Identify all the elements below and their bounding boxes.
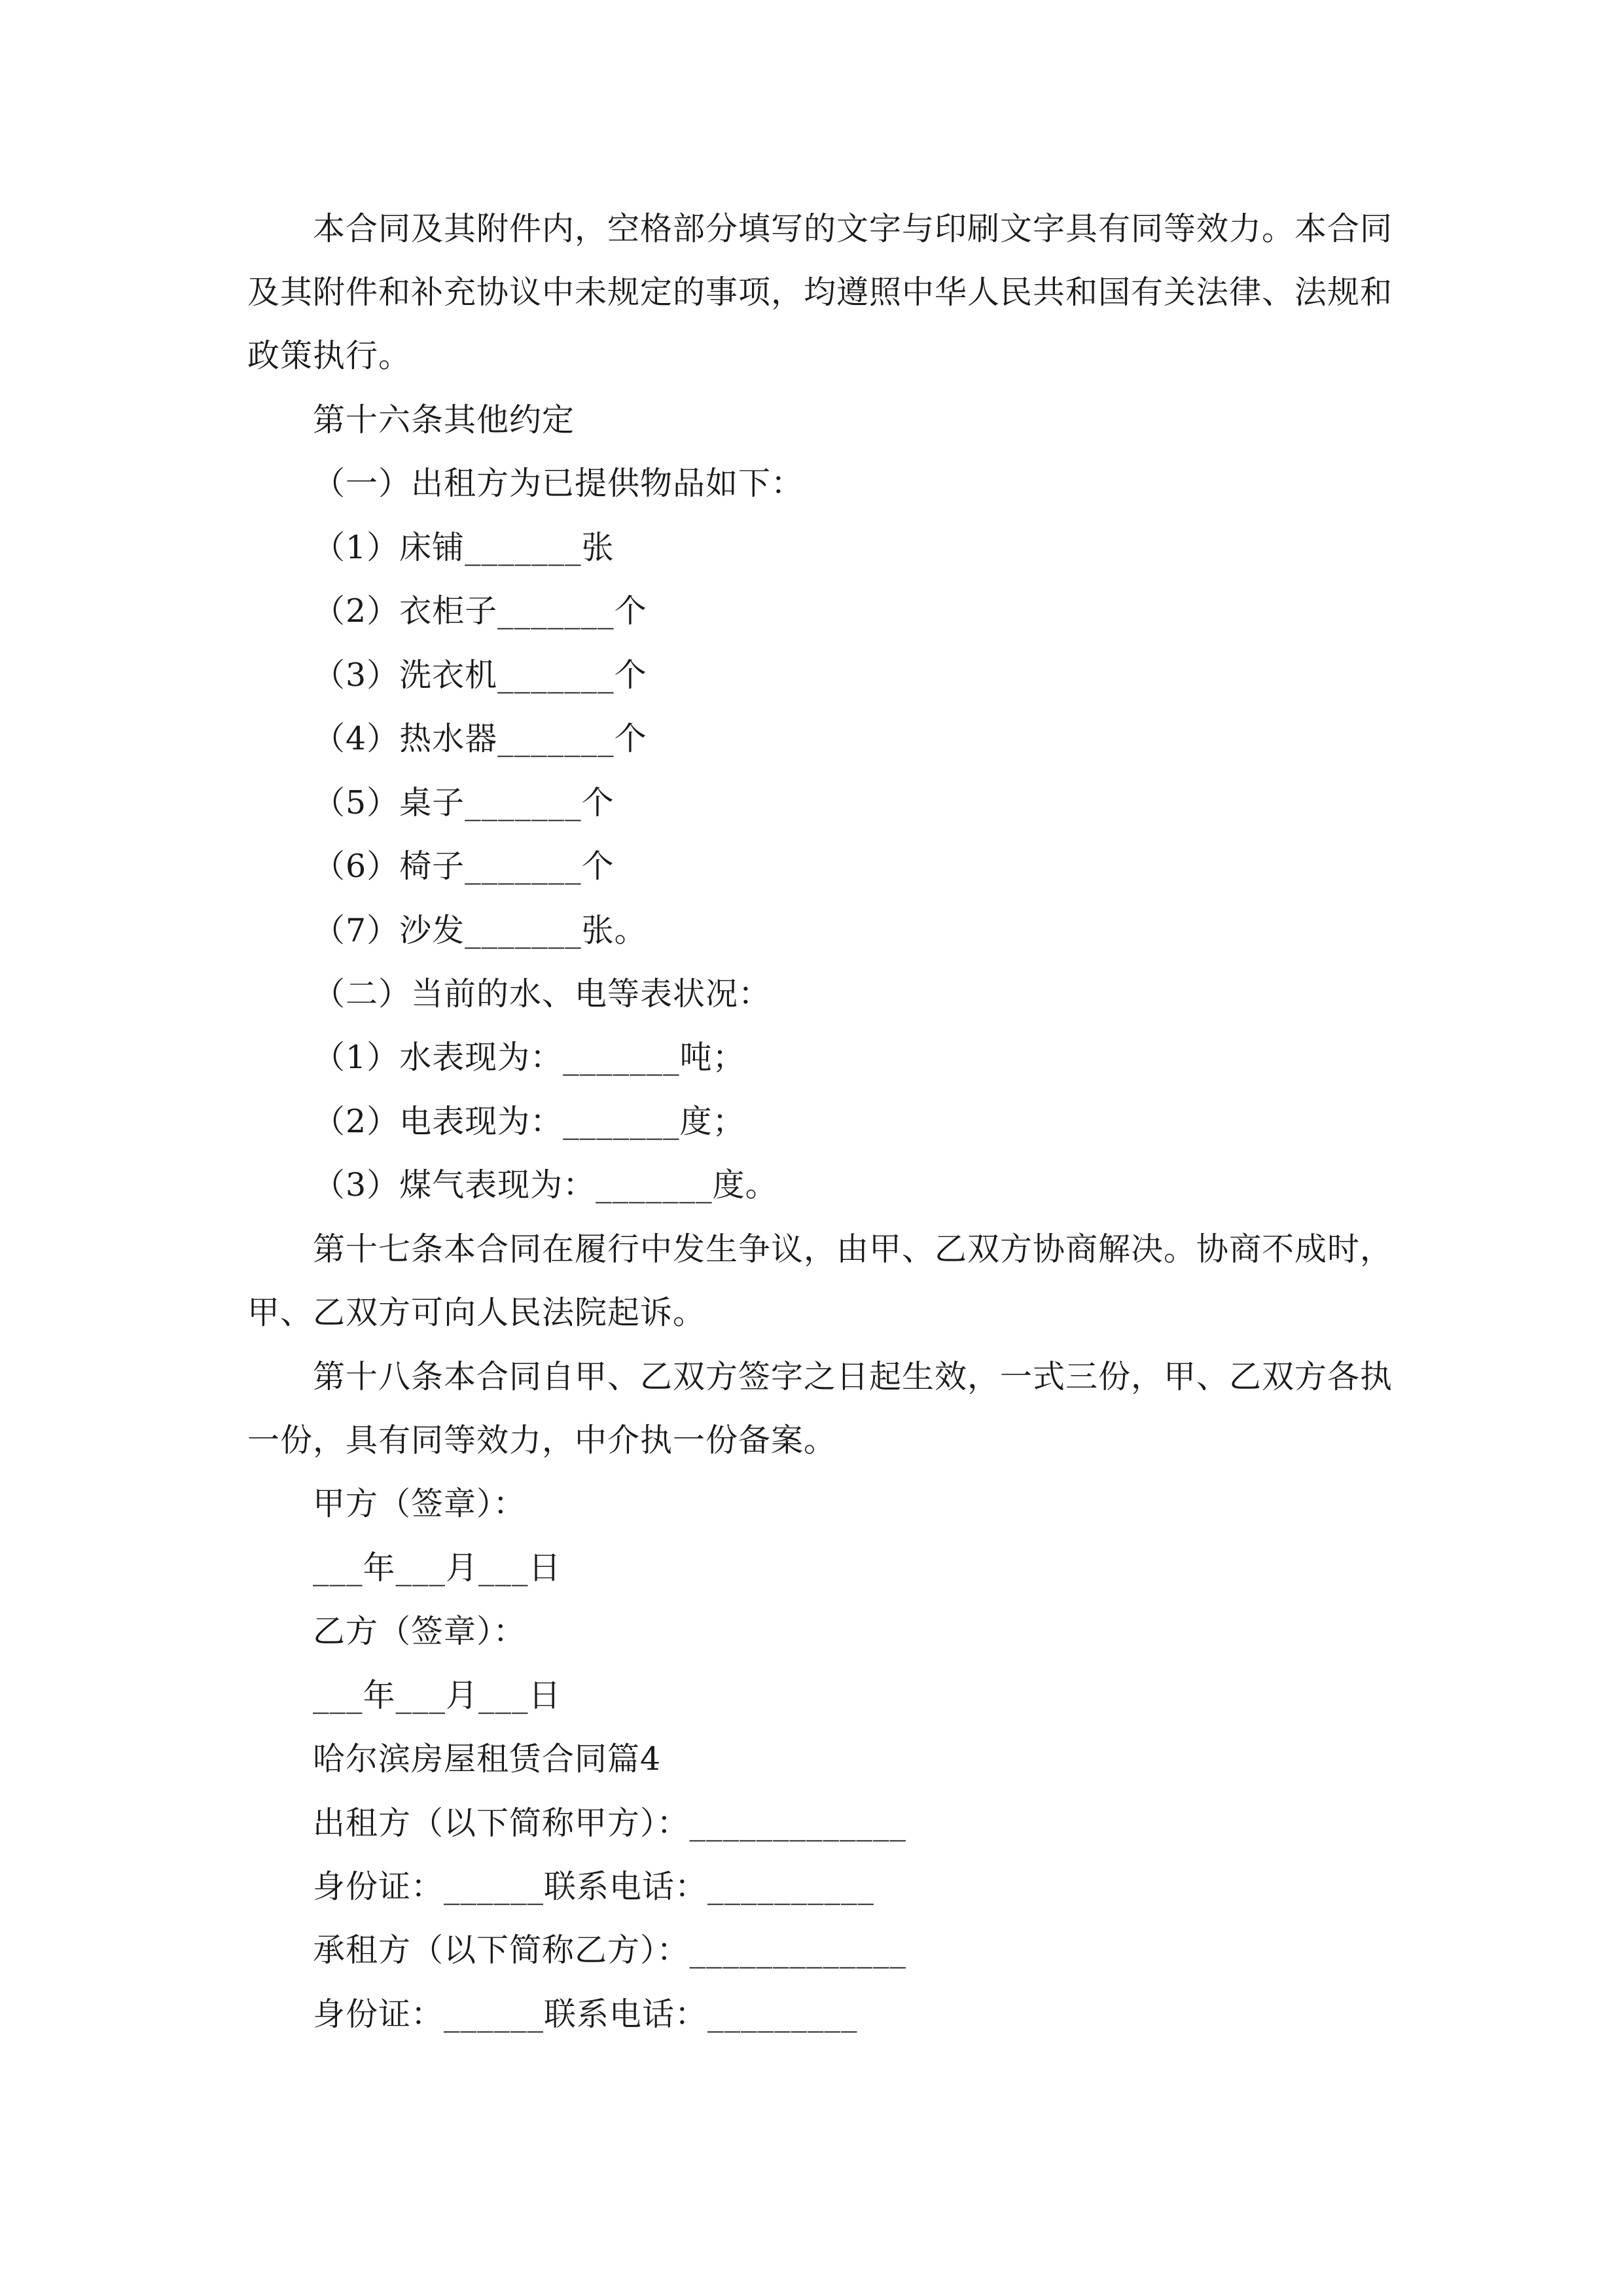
list-item: （2）电表现为：_______度； [313,1103,745,1140]
party-b-signature-label: 乙方（签章）： [313,1613,526,1650]
subsection-heading: （二）当前的水、电等表状况： [313,975,772,1013]
subsection-heading: （一）出租方为已提供物品如下： [313,465,804,502]
party-a-signature-label: 甲方（签章）： [313,1485,526,1522]
paragraph-line: 政策执行。 [247,337,412,374]
list-item: （3）洗衣机_______个 [313,656,647,694]
list-item: （4）热水器_______个 [313,720,647,757]
list-item: （1）水表现为：_______吨； [313,1039,745,1076]
list-item: （5）桌子_______个 [313,784,615,821]
form-line: 身份证：______联系电话：__________ [313,1868,875,1905]
list-item: （1）床铺_______张 [313,529,615,566]
form-line: 出租方（以下简称甲方）：_____________ [313,1804,907,1842]
date-line: ___年___月___日 [313,1549,562,1587]
paragraph-line: 甲、乙双方可向人民法院起诉。 [247,1294,706,1331]
article-heading: 第十六条其他约定 [313,401,575,439]
list-item: （6）椅子_______个 [313,848,615,885]
form-line: 承租方（以下简称乙方）：_____________ [313,1931,907,1969]
paragraph-line: 第十七条本合同在履行中发生争议，由甲、乙双方协商解决。协商不成时， [313,1230,1393,1268]
paragraph-line: 第十八条本合同自甲、乙双方签字之日起生效，一式三份，甲、乙双方各执 [313,1358,1393,1395]
list-item: （2）衣柜子_______个 [313,592,647,630]
date-line: ___年___月___日 [313,1677,562,1714]
paragraph-line: 一份，具有同等效力，中介执一份备案。 [247,1422,837,1459]
form-line: 身份证：______联系电话：_________ [313,1996,858,2033]
paragraph-line: 及其附件和补充协议中未规定的事项，均遵照中华人民共和国有关法律、法规和 [247,274,1393,311]
section-title: 哈尔滨房屋租赁合同篇4 [313,1740,662,1778]
list-item: （7）沙发_______张。 [313,912,647,949]
paragraph-line: 本合同及其附件内，空格部分填写的文字与印刷文字具有同等效力。本合同 [313,210,1393,247]
list-item: （3）煤气表现为：_______度。 [313,1166,778,1204]
